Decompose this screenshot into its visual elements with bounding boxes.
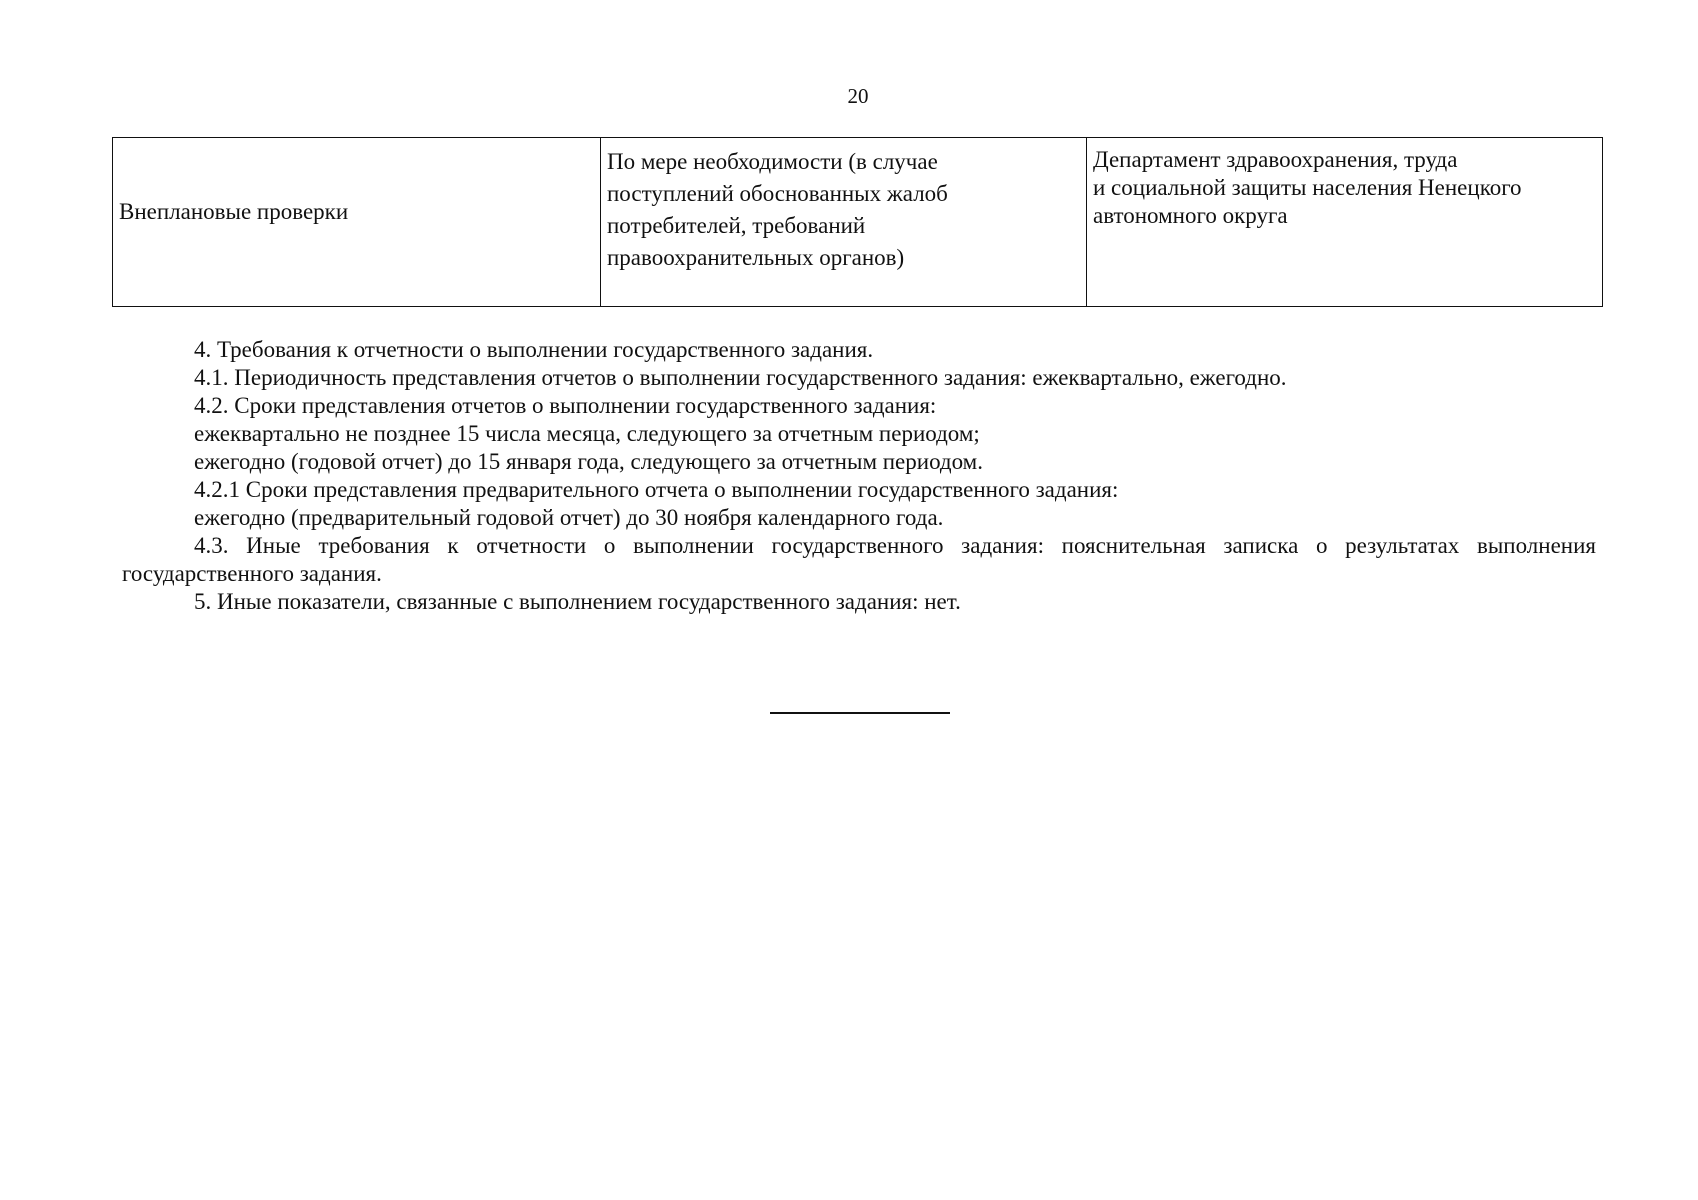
section-4-2: 4.2. Сроки представления отчетов о выполнении государственного задания: [194, 393, 937, 418]
section-4-2-1-annual: ежегодно (предварительный годовой отчет) до 30 ноября календарного года. [194, 505, 944, 530]
periodicity-line: По мере необходимости (в случае [607, 149, 938, 174]
section-4-3 [122, 532, 1596, 588]
end-rule [770, 712, 950, 714]
executive-body-line: автономного округа [1093, 203, 1288, 228]
page-number: 20 [847, 84, 869, 108]
section-4-2-quarterly: ежеквартально не позднее 15 числа месяца, следующего за отчетным периодом; [194, 421, 980, 446]
periodicity-line: потребителей, требований [607, 213, 866, 238]
section-4-heading: 4. Требования к отчетности о выполнении государственного задания. [194, 337, 874, 362]
periodicity-line: правоохранительных органов) [607, 245, 905, 270]
executive-body-cell [1087, 138, 1603, 307]
periodicity-cell [601, 138, 1087, 307]
control-table [112, 137, 1603, 307]
document-text [122, 336, 1596, 616]
periodicity-line: поступлений обоснованных жалоб [607, 181, 948, 206]
section-4-3-line: государственного задания. [122, 561, 382, 586]
section-4-2-1: 4.2.1 Сроки представления предварительного отчета о выполнении государственного задания: [194, 477, 1119, 502]
executive-body-line: Департамент здравоохранения, труда [1093, 147, 1458, 172]
table-row [113, 138, 1603, 307]
section-4-1: 4.1. Периодичность представления отчетов о выполнении государственного задания: ежеквартально, ежегодно. [194, 365, 1287, 390]
section-4-3-line: 4.3. Иные требования к отчетности о выполнении государственного задания: пояснительная записка о результатах выполнения [194, 533, 1596, 558]
executive-body-line: и социальной защиты населения Ненецкого [1093, 175, 1522, 200]
section-4-2-annual: ежегодно (годовой отчет) до 15 января года, следующего за отчетным периодом. [194, 449, 983, 474]
section-5: 5. Иные показатели, связанные с выполнением государственного задания: нет. [194, 589, 961, 614]
control-form-cell: Внеплановые проверки [113, 138, 601, 307]
